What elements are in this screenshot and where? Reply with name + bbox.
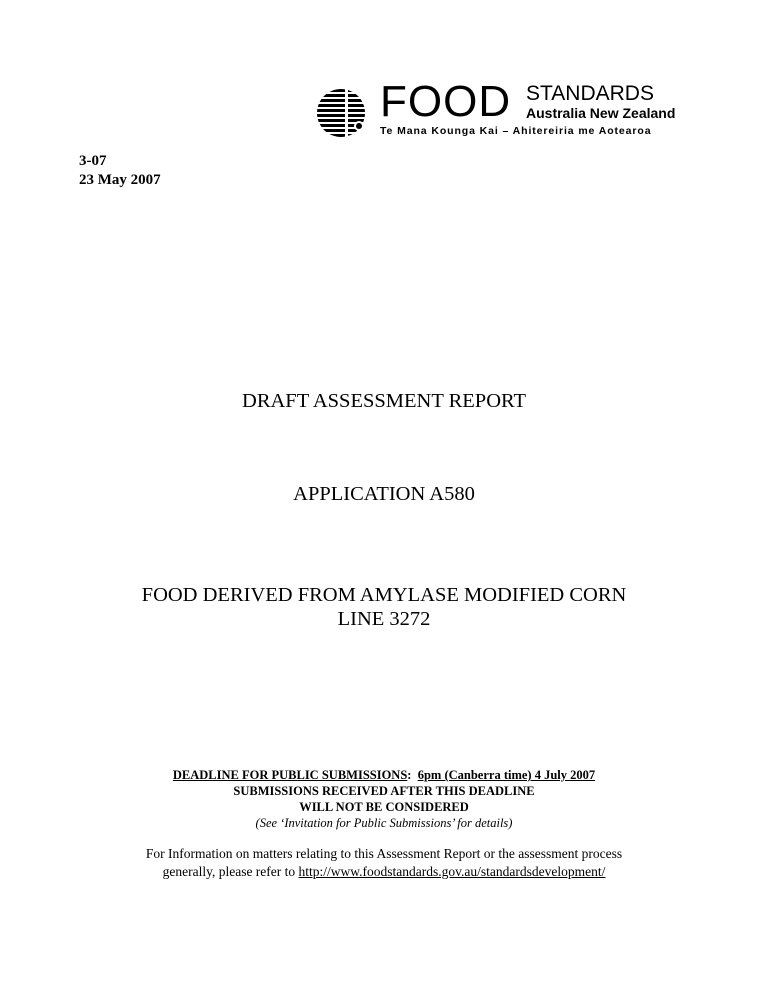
deadline-warning-line2: WILL NOT BE CONSIDERED [299,800,469,814]
food-standards-logo [314,77,676,142]
fsanz-emblem-icon [314,88,370,138]
deadline-note: (See ‘Invitation for Public Submissions’ for details) [255,816,513,830]
subject-heading-line1: FOOD DERIVED FROM AMYLASE MODIFIED CORN [141,584,627,606]
report-meta [79,152,161,190]
logo-tagline: Te Mana Kounga Kai – Ahitereiria me Aotearoa [380,125,652,137]
report-number: 3-07 [79,153,107,169]
info-line1: For Information on matters relating to this Assessment Report or the assessment process [145,846,623,861]
standards-development-link[interactable]: http://www.foodstandards.gov.au/standardsdevelopment/ [298,864,606,879]
deadline-separator: : [407,768,412,782]
report-type-heading: DRAFT ASSESSMENT REPORT [242,390,526,412]
submission-deadline [0,767,768,831]
logo-food-text: FOOD [380,77,512,126]
info-line2-prefix: generally, please refer to [162,864,296,879]
subject-heading-line2: LINE 3272 [337,608,431,630]
info-line2 [0,863,768,881]
deadline-line [0,767,768,783]
application-heading: APPLICATION A580 [293,483,475,505]
subject-heading [0,583,768,631]
information-paragraph [0,845,768,881]
logo-standards-text: STANDARDS [526,82,654,105]
deadline-warning-line1: SUBMISSIONS RECEIVED AFTER THIS DEADLINE [233,784,535,798]
deadline-label: DEADLINE FOR PUBLIC SUBMISSIONS [172,768,408,782]
report-date: 23 May 2007 [79,172,161,188]
logo-region-text: Australia New Zealand [526,105,676,121]
deadline-time: 6pm (Canberra time) 4 July 2007 [417,768,596,782]
